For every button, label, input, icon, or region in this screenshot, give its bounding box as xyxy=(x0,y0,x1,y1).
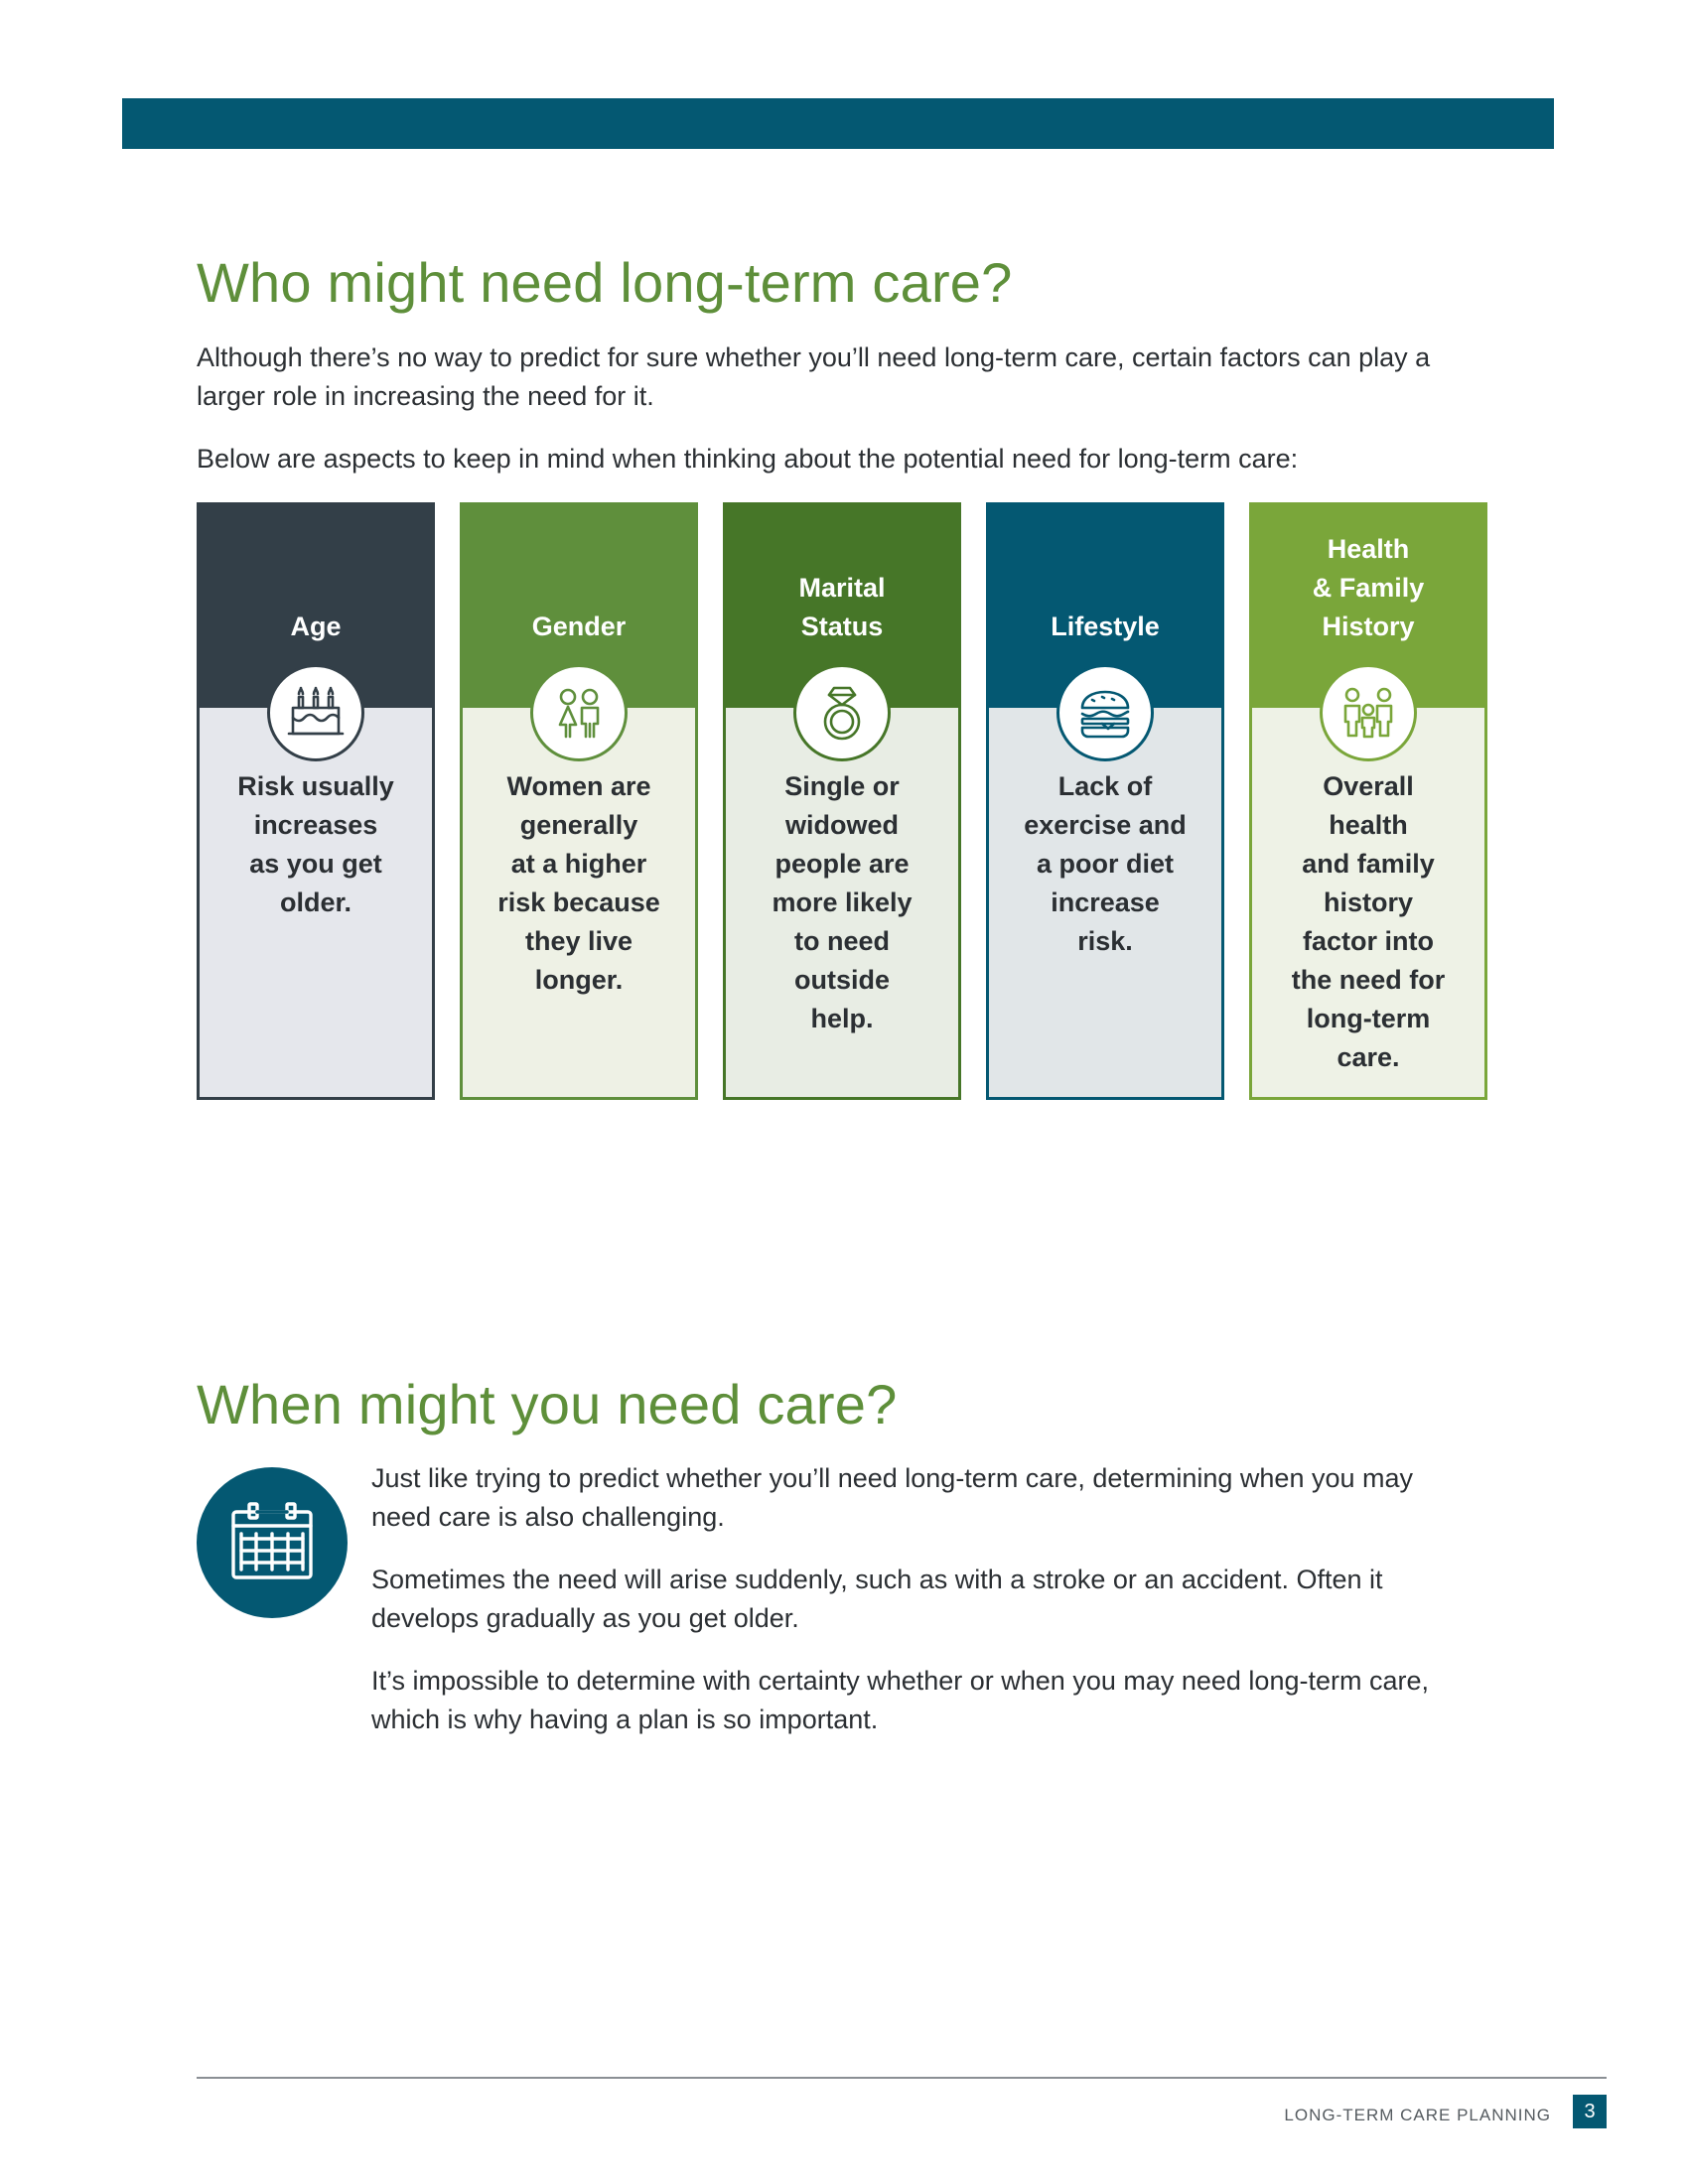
card-text-line: increase xyxy=(1051,887,1160,917)
card-text-line: care. xyxy=(1336,1042,1400,1072)
top-banner-bar xyxy=(122,98,1554,149)
burger-icon xyxy=(1056,664,1154,761)
card-text-line: Women are xyxy=(506,771,651,801)
card-title-line: Health xyxy=(1327,534,1410,564)
card-body xyxy=(463,708,695,1097)
card-text-line: at a higher xyxy=(510,849,647,879)
page-number: 3 xyxy=(1573,2095,1607,2128)
card-text-line: older. xyxy=(279,887,352,917)
family-icon xyxy=(1320,664,1417,761)
card-text-line: Risk usually xyxy=(237,771,394,801)
card-text-line: Single or xyxy=(784,771,900,801)
when-text-block xyxy=(371,1459,1454,1763)
when-paragraph: It’s impossible to determine with certainty whether or when you may need long-term care, which is why having a plan is so important. xyxy=(371,1666,1429,1734)
factor-card-marital-status xyxy=(723,502,961,1100)
card-text-line: history xyxy=(1323,887,1414,917)
factor-card-gender xyxy=(460,502,698,1100)
card-text-line: risk. xyxy=(1077,926,1133,956)
intro-paragraph: Although there’s no way to predict for sure whether you’ll need long-term care, certain factors can play a larger role in increasing the need for it. xyxy=(197,342,1431,411)
footer-divider xyxy=(197,2077,1607,2079)
card-text-line: to need xyxy=(793,926,890,956)
card-text-line: as you get xyxy=(249,849,382,879)
card-text-line: factor into xyxy=(1303,926,1434,956)
factor-card-age xyxy=(197,502,435,1100)
card-title-line: Gender xyxy=(531,612,627,641)
card-text-line: and family xyxy=(1302,849,1435,879)
card-text-line: widowed xyxy=(785,810,899,840)
card-text-line: increases xyxy=(253,810,378,840)
card-body xyxy=(989,708,1221,1097)
card-text-line: help. xyxy=(810,1004,874,1033)
card-title-line: Marital xyxy=(798,573,886,603)
card-text-line: more likely xyxy=(772,887,913,917)
section-heading-when: When might you need care? xyxy=(197,1373,898,1435)
card-body xyxy=(726,708,958,1097)
when-paragraph: Just like trying to predict whether you’ll need long-term care, determining when you may need care is also challenging. xyxy=(371,1463,1414,1532)
card-text-line: long-term xyxy=(1306,1004,1431,1033)
card-text-line: Overall xyxy=(1323,771,1414,801)
card-text-line: people are xyxy=(774,849,910,879)
card-title-line: Status xyxy=(800,612,884,641)
when-paragraph: Sometimes the need will arise suddenly, such as with a stroke or an accident. Often it develops gradually as you get older. xyxy=(371,1565,1383,1633)
card-text-line: health xyxy=(1329,810,1408,840)
card-text-line: a poor diet xyxy=(1036,849,1174,879)
factor-card-lifestyle xyxy=(986,502,1224,1100)
card-text-line: exercise and xyxy=(1024,810,1187,840)
footer-label: LONG-TERM CARE PLANNING xyxy=(1284,2106,1551,2124)
card-text-line: longer. xyxy=(534,965,624,995)
card-title-line: Age xyxy=(290,612,342,641)
card-text-line: risk because xyxy=(497,887,660,917)
ring-icon xyxy=(793,664,891,761)
card-body xyxy=(1252,708,1484,1097)
card-text-line: outside xyxy=(793,965,890,995)
card-title-line: History xyxy=(1322,612,1415,641)
calendar-icon xyxy=(197,1467,348,1618)
gender-icon xyxy=(530,664,628,761)
below-paragraph: Below are aspects to keep in mind when thinking about the potential need for long-term care: xyxy=(197,444,1299,474)
card-title-line: & Family xyxy=(1312,573,1425,603)
section-heading-who: Who might need long-term care? xyxy=(197,251,1013,314)
factor-card-health-family-history xyxy=(1249,502,1487,1100)
card-text-line: they live xyxy=(524,926,633,956)
card-text-line: generally xyxy=(519,810,638,840)
card-body xyxy=(200,708,432,1097)
card-text-line: the need for xyxy=(1291,965,1446,995)
card-title-line: Lifestyle xyxy=(1051,612,1160,641)
card-text-line: Lack of xyxy=(1057,771,1153,801)
birthday-cake-icon xyxy=(267,664,364,761)
